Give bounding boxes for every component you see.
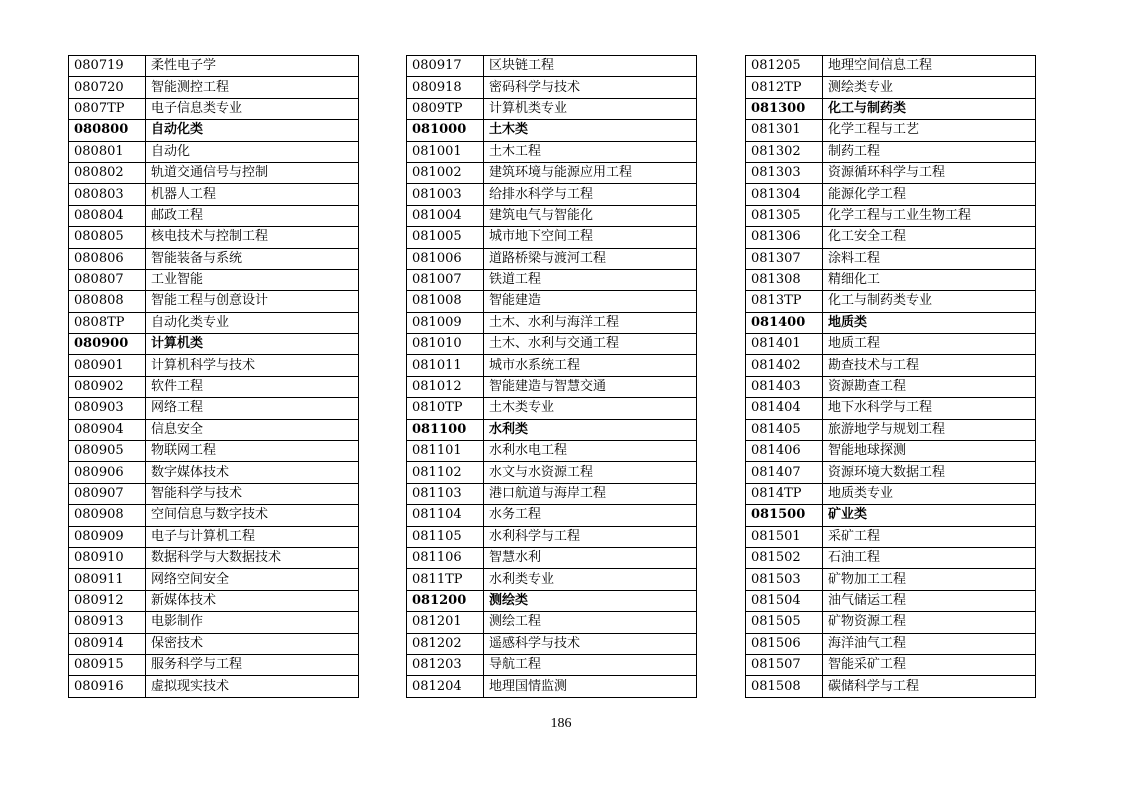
table-row [746, 612, 1036, 633]
major-name: 水利类 [484, 419, 697, 440]
major-code: 081003 [407, 184, 484, 205]
table-row [407, 291, 697, 312]
major-name: 水利科学与工程 [484, 526, 697, 547]
table-row [407, 184, 697, 205]
table-row [69, 441, 359, 462]
major-name: 化学工程与工业生物工程 [823, 205, 1036, 226]
table-row [407, 56, 697, 77]
table-row [407, 547, 697, 568]
major-code: 081503 [746, 569, 823, 590]
major-code: 081201 [407, 612, 484, 633]
table-row [69, 269, 359, 290]
major-name: 导航工程 [484, 654, 697, 675]
major-name: 自动化类专业 [146, 312, 359, 333]
major-name: 工业智能 [146, 269, 359, 290]
major-name: 地质类 [823, 312, 1036, 333]
major-code: 081007 [407, 269, 484, 290]
table-row [407, 248, 697, 269]
major-code: 081004 [407, 205, 484, 226]
major-code: 081011 [407, 355, 484, 376]
major-name: 计算机类 [146, 334, 359, 355]
major-name: 水文与水资源工程 [484, 462, 697, 483]
major-name: 精细化工 [823, 269, 1036, 290]
major-code: 080802 [69, 162, 146, 183]
major-name: 智能测控工程 [146, 77, 359, 98]
major-code: 081301 [746, 120, 823, 141]
table-row [69, 141, 359, 162]
major-name: 智能科学与技术 [146, 483, 359, 504]
table-row [407, 269, 697, 290]
major-code: 080912 [69, 590, 146, 611]
category-row [407, 419, 697, 440]
major-name: 柔性电子学 [146, 56, 359, 77]
major-code: 081402 [746, 355, 823, 376]
table-row [746, 184, 1036, 205]
table-row [69, 248, 359, 269]
major-name: 保密技术 [146, 633, 359, 654]
major-name: 化学工程与工艺 [823, 120, 1036, 141]
major-code: 081508 [746, 676, 823, 697]
major-code: 081205 [746, 56, 823, 77]
major-code: 080903 [69, 398, 146, 419]
major-name: 电子与计算机工程 [146, 526, 359, 547]
major-name: 化工安全工程 [823, 227, 1036, 248]
major-code: 081505 [746, 612, 823, 633]
table-row [407, 98, 697, 119]
table-row [69, 419, 359, 440]
major-code: 081106 [407, 547, 484, 568]
major-code: 080803 [69, 184, 146, 205]
major-code: 081009 [407, 312, 484, 333]
major-code: 080910 [69, 547, 146, 568]
page-number: 186 [550, 716, 572, 731]
major-name: 智能装备与系统 [146, 248, 359, 269]
major-name: 采矿工程 [823, 526, 1036, 547]
major-name: 勘查技术与工程 [823, 355, 1036, 376]
major-name: 给排水科学与工程 [484, 184, 697, 205]
table-row [69, 483, 359, 504]
major-code: 081308 [746, 269, 823, 290]
major-code: 081008 [407, 291, 484, 312]
major-name: 网络空间安全 [146, 569, 359, 590]
table-row [746, 633, 1036, 654]
major-name: 测绘类专业 [823, 77, 1036, 98]
table-row [69, 676, 359, 697]
major-code: 080808 [69, 291, 146, 312]
major-code: 080906 [69, 462, 146, 483]
major-code: 080915 [69, 654, 146, 675]
table-row [69, 526, 359, 547]
major-code: 081406 [746, 441, 823, 462]
table-row [69, 633, 359, 654]
major-code: 080800 [69, 120, 146, 141]
major-name: 水务工程 [484, 505, 697, 526]
major-code: 081507 [746, 654, 823, 675]
table-row [746, 462, 1036, 483]
table-row [407, 398, 697, 419]
major-name: 水利类专业 [484, 569, 697, 590]
major-name: 智能建造与智慧交通 [484, 376, 697, 397]
table-row [746, 162, 1036, 183]
table-row [69, 612, 359, 633]
table-row [69, 569, 359, 590]
major-name: 电子信息类专业 [146, 98, 359, 119]
major-code: 080908 [69, 505, 146, 526]
category-row [746, 98, 1036, 119]
table-row [69, 291, 359, 312]
table-row [746, 248, 1036, 269]
table-row [69, 77, 359, 98]
table-row [69, 98, 359, 119]
major-code: 080918 [407, 77, 484, 98]
table-row [69, 590, 359, 611]
major-name: 资源环境大数据工程 [823, 462, 1036, 483]
major-code: 081202 [407, 633, 484, 654]
table-row [746, 141, 1036, 162]
major-code: 081306 [746, 227, 823, 248]
major-name: 机器人工程 [146, 184, 359, 205]
table-row [746, 355, 1036, 376]
table-row [407, 205, 697, 226]
table-row [69, 312, 359, 333]
major-name: 地质类专业 [823, 483, 1036, 504]
major-name: 电影制作 [146, 612, 359, 633]
major-table-column-2 [406, 55, 697, 698]
table-row [746, 547, 1036, 568]
major-name: 港口航道与海岸工程 [484, 483, 697, 504]
major-code: 081303 [746, 162, 823, 183]
major-name: 邮政工程 [146, 205, 359, 226]
table-row [407, 569, 697, 590]
major-name: 服务科学与工程 [146, 654, 359, 675]
major-code: 0809TP [407, 98, 484, 119]
major-code: 081103 [407, 483, 484, 504]
table-row [407, 334, 697, 355]
major-code: 080719 [69, 56, 146, 77]
major-name: 测绘类 [484, 590, 697, 611]
major-name: 石油工程 [823, 547, 1036, 568]
major-code: 081400 [746, 312, 823, 333]
major-code: 080801 [69, 141, 146, 162]
major-name: 计算机科学与技术 [146, 355, 359, 376]
table-row [407, 654, 697, 675]
major-name: 密码科学与技术 [484, 77, 697, 98]
table-row [407, 376, 697, 397]
major-code: 080805 [69, 227, 146, 248]
table-row [746, 590, 1036, 611]
table-row [69, 462, 359, 483]
major-code: 081010 [407, 334, 484, 355]
major-code: 0812TP [746, 77, 823, 98]
major-name: 自动化类 [146, 120, 359, 141]
major-name: 旅游地学与规划工程 [823, 419, 1036, 440]
major-code: 0810TP [407, 398, 484, 419]
major-name: 计算机类专业 [484, 98, 697, 119]
major-code: 081100 [407, 419, 484, 440]
major-name: 地下水科学与工程 [823, 398, 1036, 419]
major-code: 081404 [746, 398, 823, 419]
major-name: 智能地球探测 [823, 441, 1036, 462]
major-name: 智能建造 [484, 291, 697, 312]
table-row [69, 505, 359, 526]
table-row [746, 483, 1036, 504]
major-code: 0813TP [746, 291, 823, 312]
major-code: 080914 [69, 633, 146, 654]
major-name: 道路桥梁与渡河工程 [484, 248, 697, 269]
major-code: 081405 [746, 419, 823, 440]
table-row [746, 376, 1036, 397]
major-name: 智慧水利 [484, 547, 697, 568]
major-code: 081305 [746, 205, 823, 226]
major-table-column-3 [745, 55, 1036, 698]
table-row [746, 398, 1036, 419]
major-code: 080911 [69, 569, 146, 590]
table-row [407, 483, 697, 504]
major-code: 081102 [407, 462, 484, 483]
major-code: 0808TP [69, 312, 146, 333]
major-name: 铁道工程 [484, 269, 697, 290]
major-name: 能源化学工程 [823, 184, 1036, 205]
table-row [407, 312, 697, 333]
major-name: 土木、水利与交通工程 [484, 334, 697, 355]
major-code: 081501 [746, 526, 823, 547]
table-row [407, 162, 697, 183]
major-name: 核电技术与控制工程 [146, 227, 359, 248]
table-row [407, 441, 697, 462]
major-code: 081304 [746, 184, 823, 205]
major-code: 080909 [69, 526, 146, 547]
major-name: 油气储运工程 [823, 590, 1036, 611]
major-code: 081104 [407, 505, 484, 526]
major-name: 软件工程 [146, 376, 359, 397]
major-code: 080916 [69, 676, 146, 697]
major-code: 080907 [69, 483, 146, 504]
category-row [746, 312, 1036, 333]
major-code: 081002 [407, 162, 484, 183]
major-code: 081407 [746, 462, 823, 483]
table-row [746, 56, 1036, 77]
table-row [69, 355, 359, 376]
table-row [69, 56, 359, 77]
major-table-column-1 [68, 55, 359, 698]
table-row [407, 505, 697, 526]
major-name: 数字媒体技术 [146, 462, 359, 483]
major-name: 矿物资源工程 [823, 612, 1036, 633]
major-name: 虚拟现实技术 [146, 676, 359, 697]
major-name: 资源循环科学与工程 [823, 162, 1036, 183]
table-row [69, 227, 359, 248]
major-name: 遥感科学与技术 [484, 633, 697, 654]
table-row [746, 77, 1036, 98]
table-row [746, 441, 1036, 462]
category-row [407, 590, 697, 611]
major-code: 080905 [69, 441, 146, 462]
major-name: 地理空间信息工程 [823, 56, 1036, 77]
table-row [746, 334, 1036, 355]
major-code: 0807TP [69, 98, 146, 119]
table-row [69, 162, 359, 183]
major-name: 自动化 [146, 141, 359, 162]
major-code: 081006 [407, 248, 484, 269]
major-code: 081302 [746, 141, 823, 162]
major-name: 土木、水利与海洋工程 [484, 312, 697, 333]
major-code: 080720 [69, 77, 146, 98]
major-code: 081101 [407, 441, 484, 462]
table-row [407, 355, 697, 376]
major-name: 轨道交通信号与控制 [146, 162, 359, 183]
table-row [746, 526, 1036, 547]
major-name: 地质工程 [823, 334, 1036, 355]
major-name: 空间信息与数字技术 [146, 505, 359, 526]
major-name: 信息安全 [146, 419, 359, 440]
major-code: 081506 [746, 633, 823, 654]
table-row [69, 398, 359, 419]
major-name: 土木工程 [484, 141, 697, 162]
major-code: 081001 [407, 141, 484, 162]
major-code: 081005 [407, 227, 484, 248]
table-row [746, 227, 1036, 248]
major-name: 水利水电工程 [484, 441, 697, 462]
table-row [407, 227, 697, 248]
major-name: 城市水系统工程 [484, 355, 697, 376]
category-row [746, 505, 1036, 526]
major-code: 081401 [746, 334, 823, 355]
table-row [407, 676, 697, 697]
major-code: 081307 [746, 248, 823, 269]
table-row [746, 205, 1036, 226]
major-name: 矿物加工工程 [823, 569, 1036, 590]
major-code: 081012 [407, 376, 484, 397]
major-code: 0814TP [746, 483, 823, 504]
major-name: 测绘工程 [484, 612, 697, 633]
major-code: 081504 [746, 590, 823, 611]
table-row [69, 654, 359, 675]
table-row [407, 77, 697, 98]
major-name: 涂料工程 [823, 248, 1036, 269]
category-row [69, 334, 359, 355]
table-row [746, 291, 1036, 312]
major-name: 物联网工程 [146, 441, 359, 462]
major-code: 081500 [746, 505, 823, 526]
major-name: 资源勘查工程 [823, 376, 1036, 397]
major-code: 080900 [69, 334, 146, 355]
major-code: 081403 [746, 376, 823, 397]
major-name: 地理国情监测 [484, 676, 697, 697]
major-name: 化工与制药类专业 [823, 291, 1036, 312]
category-row [69, 120, 359, 141]
major-name: 化工与制药类 [823, 98, 1036, 119]
major-name: 碳储科学与工程 [823, 676, 1036, 697]
category-row [407, 120, 697, 141]
major-code: 080904 [69, 419, 146, 440]
major-code: 081000 [407, 120, 484, 141]
major-code: 080902 [69, 376, 146, 397]
major-code: 080917 [407, 56, 484, 77]
major-code: 0811TP [407, 569, 484, 590]
major-code: 081200 [407, 590, 484, 611]
major-name: 区块链工程 [484, 56, 697, 77]
table-row [69, 205, 359, 226]
major-name: 网络工程 [146, 398, 359, 419]
major-code: 081502 [746, 547, 823, 568]
table-row [407, 526, 697, 547]
major-code: 081204 [407, 676, 484, 697]
table-row [746, 676, 1036, 697]
major-name: 海洋油气工程 [823, 633, 1036, 654]
major-code: 080807 [69, 269, 146, 290]
major-name: 城市地下空间工程 [484, 227, 697, 248]
table-row [407, 141, 697, 162]
major-name: 矿业类 [823, 505, 1036, 526]
major-code: 081203 [407, 654, 484, 675]
major-code: 080901 [69, 355, 146, 376]
major-name: 土木类专业 [484, 398, 697, 419]
major-code: 081105 [407, 526, 484, 547]
major-name: 制药工程 [823, 141, 1036, 162]
table-row [746, 419, 1036, 440]
table-row [69, 184, 359, 205]
major-code: 080913 [69, 612, 146, 633]
major-name: 数据科学与大数据技术 [146, 547, 359, 568]
table-row [69, 376, 359, 397]
table-row [407, 462, 697, 483]
table-row [69, 547, 359, 568]
major-name: 建筑电气与智能化 [484, 205, 697, 226]
major-name: 智能工程与创意设计 [146, 291, 359, 312]
table-row [746, 569, 1036, 590]
major-code: 080804 [69, 205, 146, 226]
table-row [746, 269, 1036, 290]
major-code: 081300 [746, 98, 823, 119]
table-row [407, 612, 697, 633]
major-code: 080806 [69, 248, 146, 269]
major-name: 新媒体技术 [146, 590, 359, 611]
major-name: 智能采矿工程 [823, 654, 1036, 675]
major-name: 建筑环境与能源应用工程 [484, 162, 697, 183]
table-row [407, 633, 697, 654]
table-row [746, 120, 1036, 141]
major-name: 土木类 [484, 120, 697, 141]
table-row [746, 654, 1036, 675]
